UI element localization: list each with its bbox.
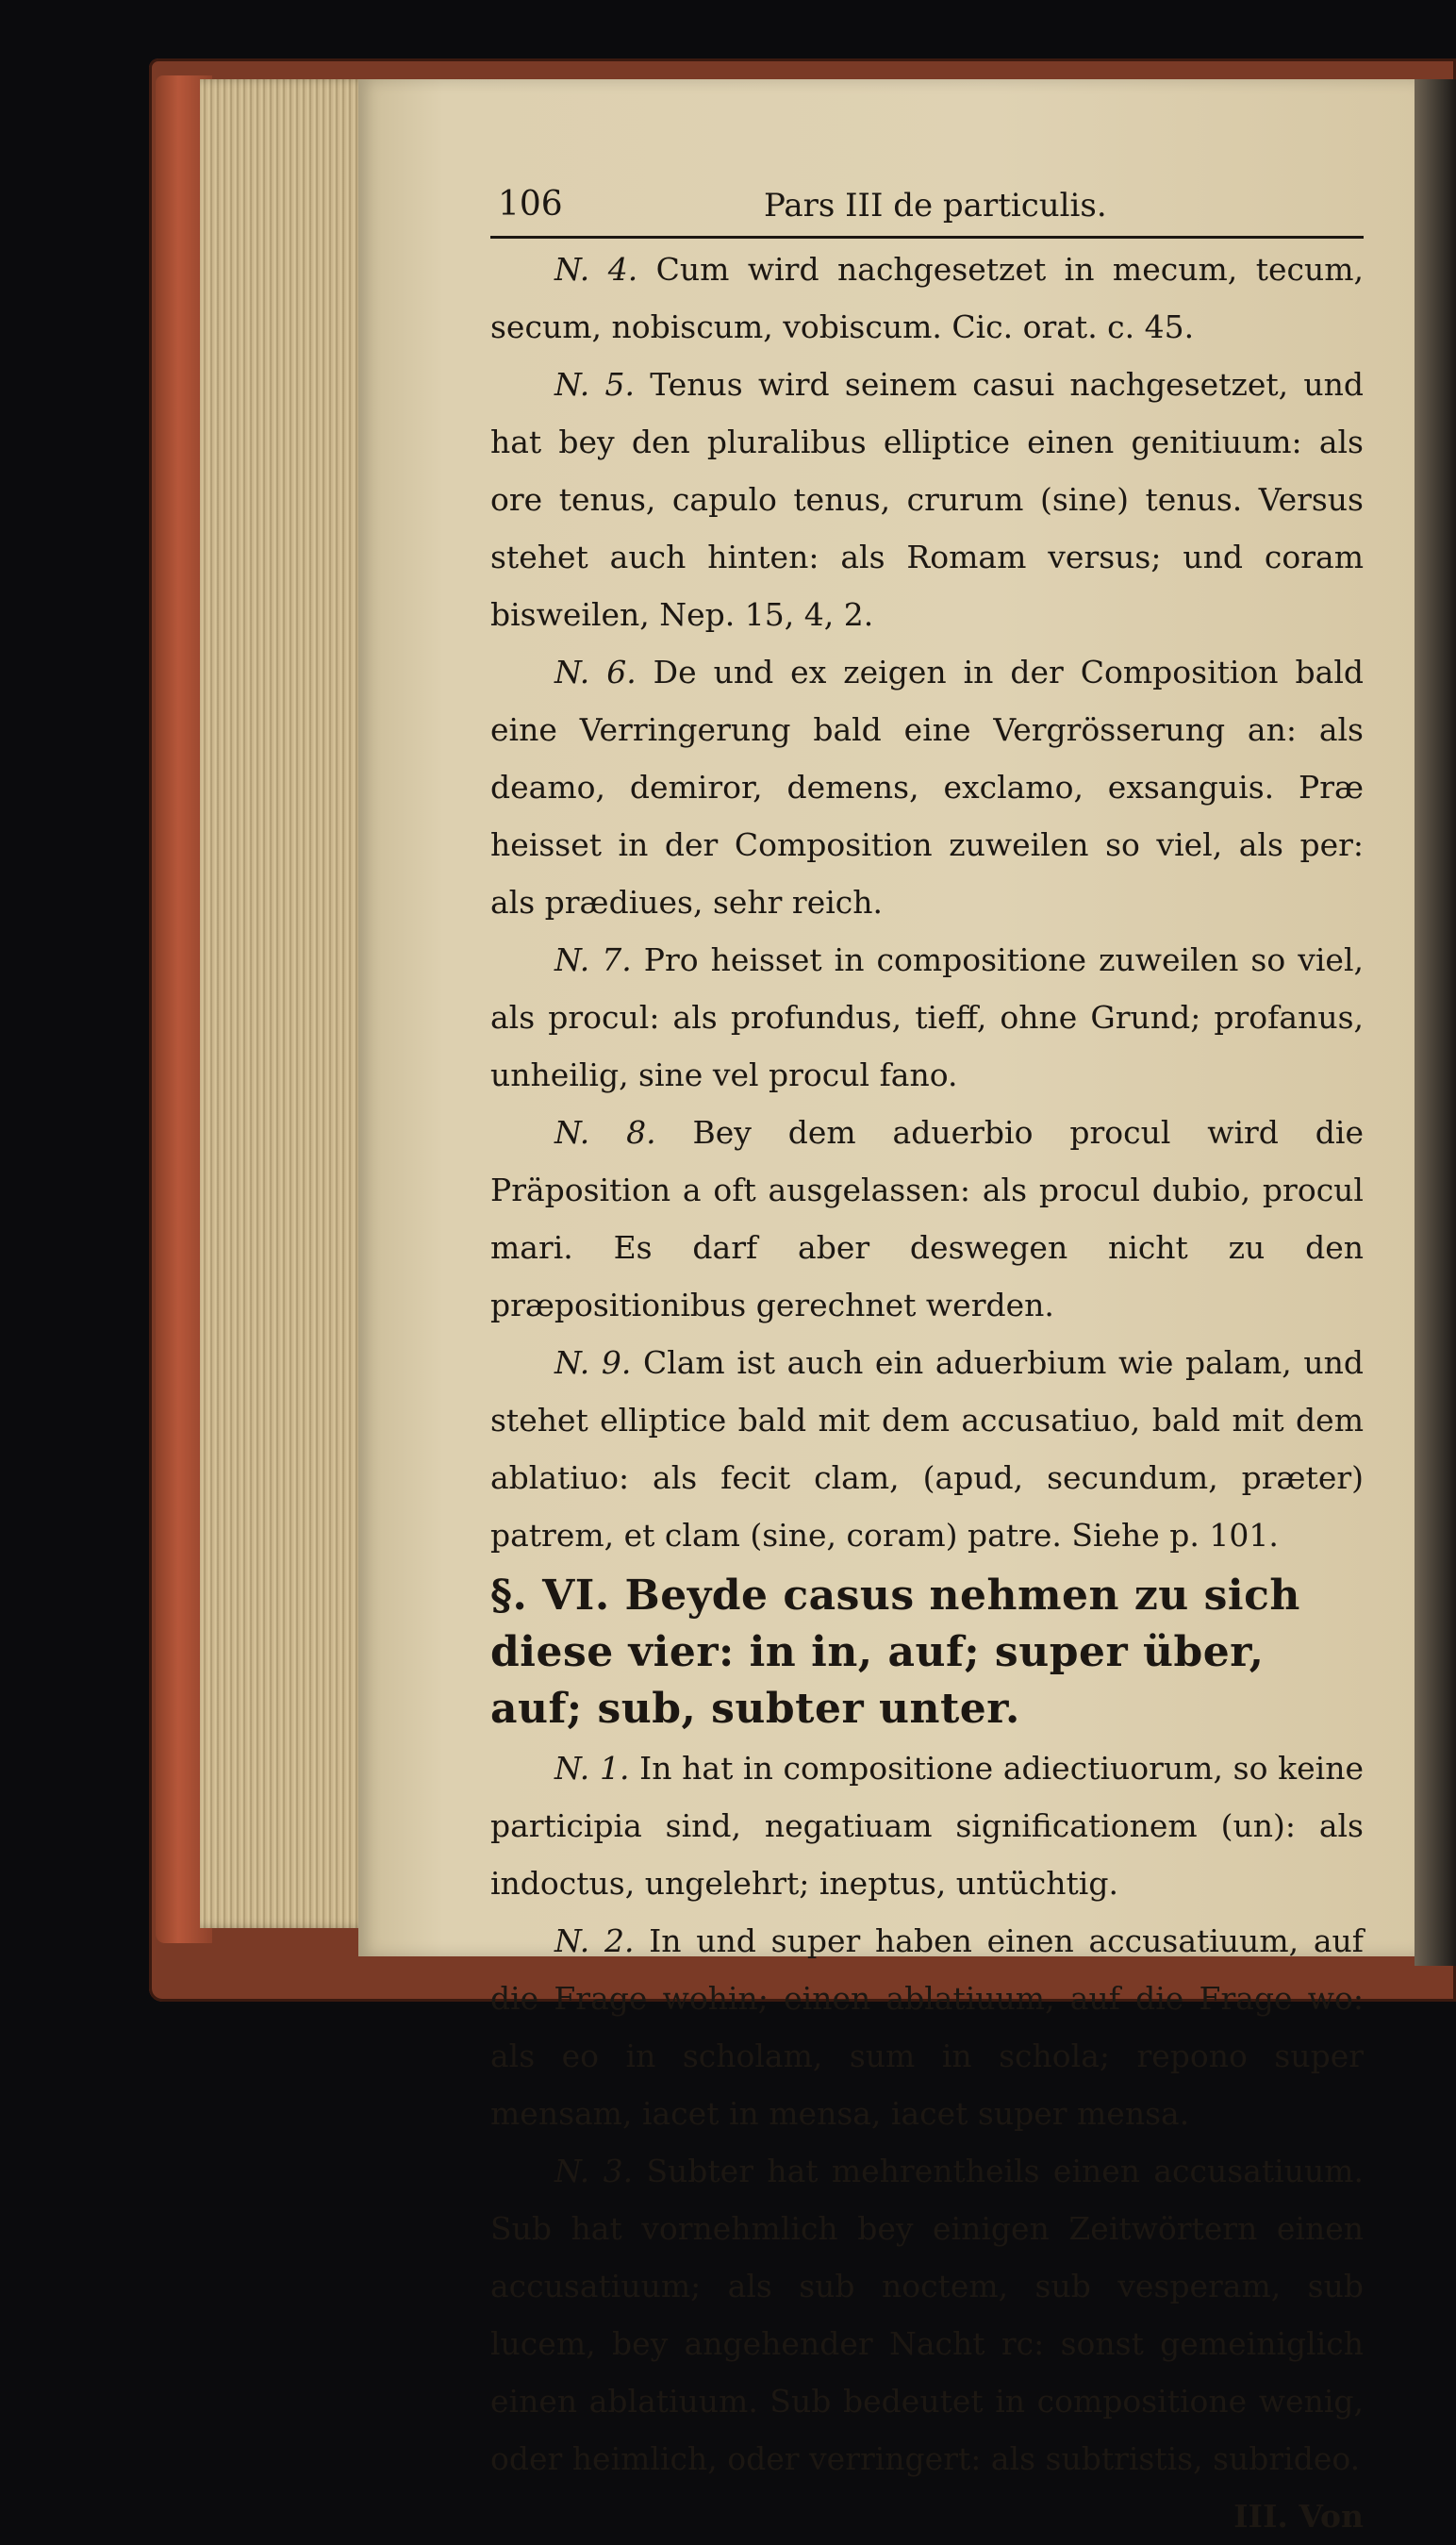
paragraph-text: Clam ist auch ein aduerbium wie palam, und stehet elliptice bald mit dem accusatiuo, bald mit dem ablatiuo: als fecit clam, (apud, secundum, præter) patrem, et clam (sine, coram) patre. Siehe p. 101. [490,1344,1364,1554]
page-number: 106 [498,185,563,224]
paragraph-label: N. 6. [554,654,637,690]
running-title: Pars III de particulis. [764,187,1107,225]
text-block [490,179,1364,2545]
paragraph-label: N. 2. [554,1922,635,1959]
section-paragraph-n3 [490,2142,1364,2487]
paragraph-text: In hat in compositione adiectiuorum, so keine participia sind, negatiuam significationem (un): als indoctus, ungelehrt; ineptus, untüchtig. [490,1750,1364,1902]
paragraph-label: N. 7. [554,941,632,978]
paragraph-label: N. 4. [554,251,638,288]
paragraph-n4 [490,241,1364,356]
paragraph-text: De und ex zeigen in der Composition bald eine Verringerung bald eine Vergrösserung an: als deamo, demiror, demens, exclamo, exsanguis. Præ heisset in der Composition zuweilen so viel, als per: als prædiues, sehr reich. [490,654,1364,921]
paragraph-text: In und super haben einen accusatiuum, auf die Frage wohin; einen ablatiuum, auf die Frage wo: als eo in scholam, sum in schola; repono super mensam, iacet in mensa, iacet super mensa. [490,1922,1364,2132]
gutter-shadow [1415,79,1456,1966]
running-head [490,179,1364,239]
section-paragraph-n1 [490,1739,1364,1912]
paragraph-text: Tenus wird seinem casui nachgesetzet, und hat bey den pluralibus elliptice einen genitiuum: als ore tenus, capulo tenus, crurum (sine) tenus. Versus stehet auch hinten: als Romam versus; und coram bisweilen, Nep. 15, 4, 2. [490,366,1364,633]
paragraph-text: Bey dem aduerbio procul wird die Präposition a oft ausgelassen: als procul dubio, procul mari. Es darf aber deswegen nicht zu den præpositionibus gerechnet werden. [490,1114,1364,1323]
paragraph-text: Cum wird nachgesetzet in mecum, tecum, secum, nobiscum, vobiscum. Cic. orat. c. 45. [490,251,1365,345]
paragraph-n7 [490,931,1364,1104]
paragraph-n9 [490,1334,1364,1564]
section-paragraph-n2 [490,1912,1364,2142]
paragraph-label: N. 9. [554,1344,632,1381]
section-heading: §. VI. Beyde casus nehmen zu sich diese vier: in in, auf; super über, auf; sub, subter unter. [490,1572,1300,1733]
paragraph-label: N. 8. [554,1114,656,1151]
paragraph-n6 [490,643,1364,931]
paragraph-text: Subter hat mehrentheils einen accusatiuum. Sub hat vornehmlich bey einigen Zeitwörtern einen accusatiuum; als sub noctem, sub vesperam, sub lucem, bey angehender Nacht rc: sonst gemeiniglich einen ablatiuum. Sub bedeutet in compositione wenig, oder heimlich, oder verringert: als subtristis, subrideo. [490,2153,1364,2477]
page-edges [200,79,370,1928]
paragraph-label: N. 3. [554,2153,634,2189]
paragraph-label: N. 5. [554,366,635,403]
catchword: III. Von [1233,2498,1364,2535]
paragraph-n5 [490,356,1364,643]
paragraph-n8 [490,1104,1364,1334]
paragraph-label: N. 1. [554,1750,630,1787]
paragraph-text: Pro heisset in compositione zuweilen so viel, als procul: als profundus, tieff, ohne Grund; profanus, unheilig, sine vel procul fano. [490,941,1364,1093]
